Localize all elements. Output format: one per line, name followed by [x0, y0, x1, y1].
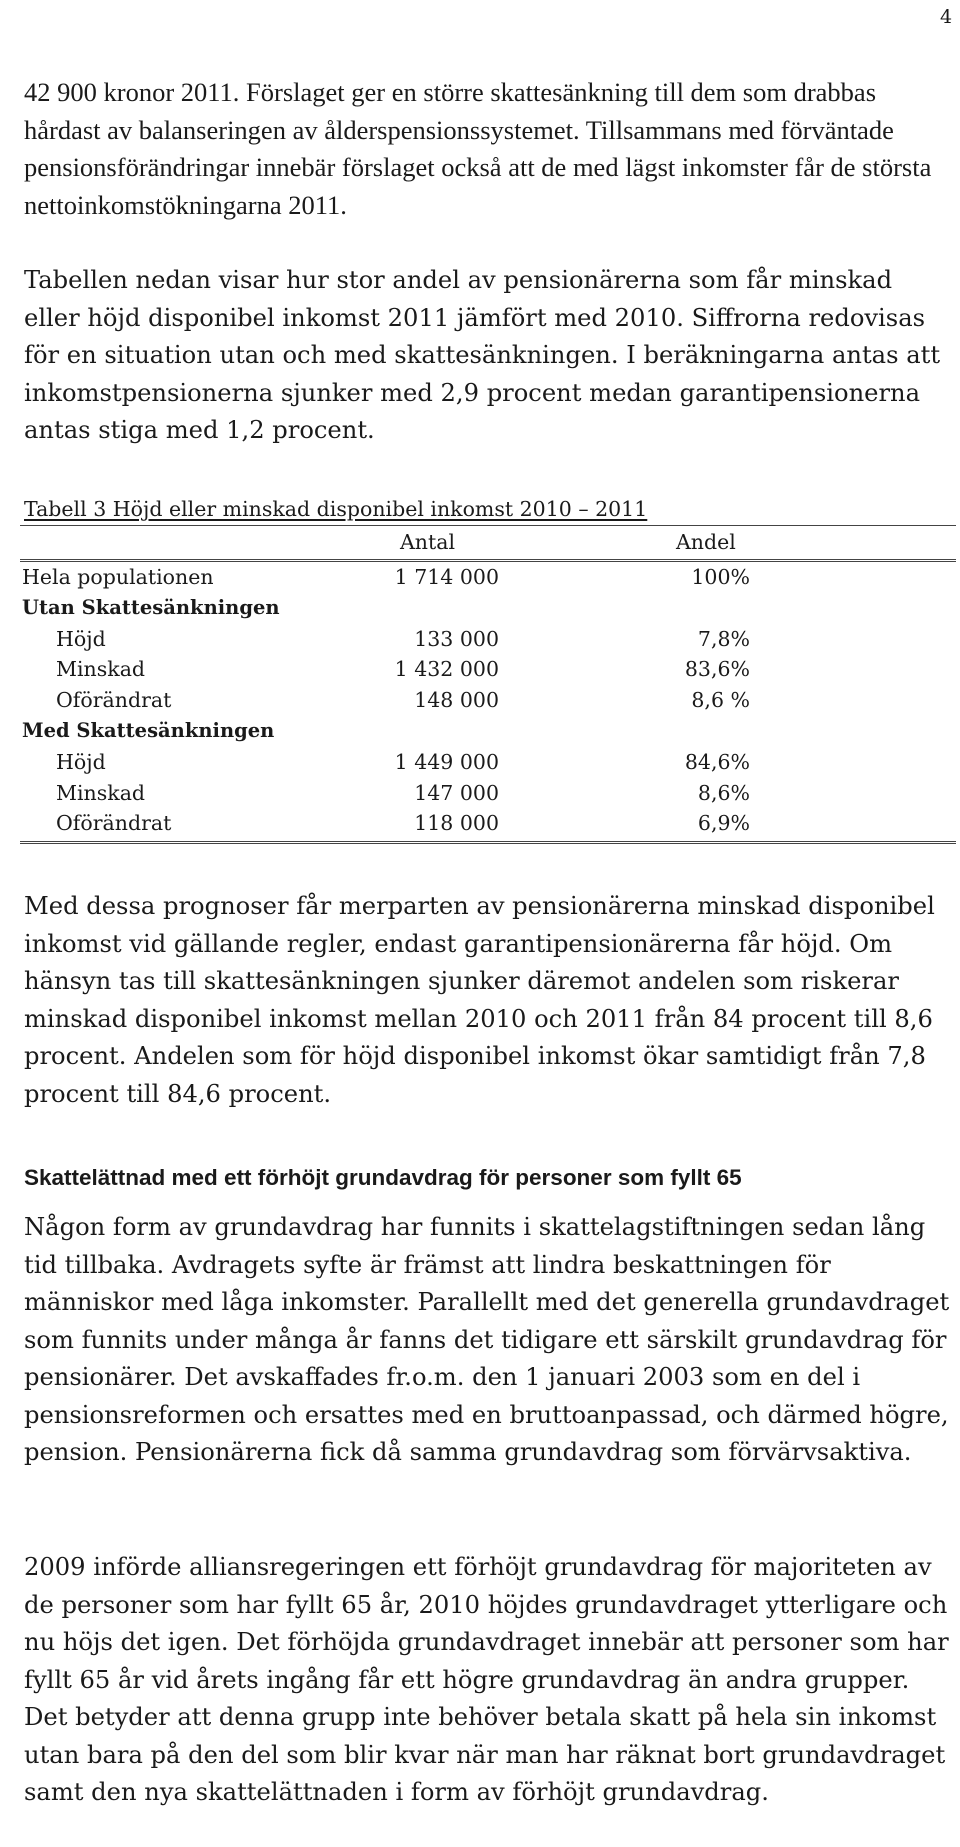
table-row [20, 778, 956, 809]
header-antal: Antal [400, 530, 456, 554]
row-andel: 7,8% [697, 626, 750, 651]
group-label: Utan Skattesänkningen [22, 595, 280, 619]
row-antal: 118 000 [414, 811, 499, 836]
row-andel: 100% [691, 565, 750, 589]
income-table [20, 525, 956, 844]
group-label: Med Skattesänkningen [22, 718, 275, 742]
row-label: Oförändrat [56, 688, 172, 713]
table-caption: Tabell 3 Höjd eller minskad disponibel inkomst 2010 – 2011 [24, 497, 648, 521]
table-row [20, 624, 956, 655]
row-label: Hela populationen [22, 565, 214, 589]
row-andel: 83,6% [684, 657, 750, 682]
table-row [20, 747, 956, 778]
paragraph-analysis: Med dessa prognoser får merparten av pensionärerna minskad disponibel inkomst vid gällande regler, endast garantipensionärerna får höjd. Om hänsyn tas till skattesänkningen sjunker däremot andelen som riskerar minskad disponibel inkomst mellan 2010 och 2011 från 84 procent till 8,6 procent. Andelen som för höjd disponibel inkomst ökar samtidigt från 7,8 procent till 84,6 procent. [24, 892, 935, 1108]
row-label: Höjd [56, 749, 106, 774]
row-antal: 1 432 000 [394, 657, 499, 682]
table-row [20, 685, 956, 716]
table-row [20, 654, 956, 685]
row-andel: 8,6 % [691, 688, 750, 713]
page-number: 4 [940, 6, 953, 28]
row-antal: 147 000 [414, 780, 499, 805]
row-antal: 133 000 [414, 626, 499, 651]
paragraph-2009: 2009 införde alliansregeringen ett förhöjt grundavdrag för majoriteten av de personer som har fyllt 65 år, 2010 höjdes grundavdraget ytterligare och nu höjs det igen. Det förhöjda grundavdraget innebär att personer som har fyllt 65 år vid årets ingång får ett högre grundavdrag än andra grupper. Det betyder att denna grupp inte behöver betala skatt på hela sin inkomst utan bara på den del som blir kvar när man har räknat bort grundavdraget samt den nya skattelättnaden i form av förhöjt grundavdrag. [24, 1553, 949, 1806]
paragraph-history: Någon form av grundavdrag har funnits i skattelagstiftningen sedan lång tid tillbaka. Avdragets syfte är främst att lindra beskattningen för människor med låga inkomster. Parallellt med det generella grundavdraget som funnits under många år fanns det tidigare ett särskilt grundavdrag för pensionärer. Det avskaffades fr.o.m. den 1 januari 2003 som en del i pensionsreformen och ersattes med en bruttoanpassad, och därmed högre, pension. Pensionärerna fick då samma grundavdrag som förvärvsaktiva. [24, 1213, 950, 1466]
row-antal: 1 449 000 [394, 749, 499, 774]
paragraph-table-intro: Tabellen nedan visar hur stor andel av pensionärerna som får minskad eller höjd disponibel inkomst 2011 jämfört med 2010. Siffrorna redovisas för en situation utan och med skattesänkningen. I beräkningarna antas att inkomstpensionerna sjunker med 2,9 procent medan garantipensionerna antas stiga med 1,2 procent. [24, 266, 941, 444]
section-heading: Skattelättnad med ett förhöjt grundavdrag för personer som fyllt 65 [24, 1165, 742, 1190]
row-label: Höjd [56, 626, 106, 651]
table-group-row [20, 716, 956, 747]
row-andel: 6,9% [697, 811, 750, 836]
table-group-row [20, 593, 956, 624]
row-label: Minskad [56, 657, 146, 682]
table-bottom-rule [20, 841, 956, 844]
row-andel: 84,6% [684, 749, 750, 774]
row-antal: 1 714 000 [394, 565, 499, 589]
row-antal: 148 000 [414, 688, 499, 713]
row-andel: 8,6% [697, 780, 750, 805]
table-row [20, 808, 956, 839]
row-label: Oförändrat [56, 811, 172, 836]
table-row [20, 562, 956, 593]
header-andel: Andel [676, 530, 736, 554]
table-header-row [20, 525, 956, 562]
paragraph-intro: 42 900 kronor 2011. Förslaget ger en större skattesänkning till dem som drabbas hårdast av balanseringen av ålderspensionssystemet. Tillsammans med förväntade pensionsförändringar innebär förslaget också att de med lägst inkomster får de största nettoinkomstökningarna 2011. [24, 77, 932, 220]
row-label: Minskad [56, 780, 146, 805]
